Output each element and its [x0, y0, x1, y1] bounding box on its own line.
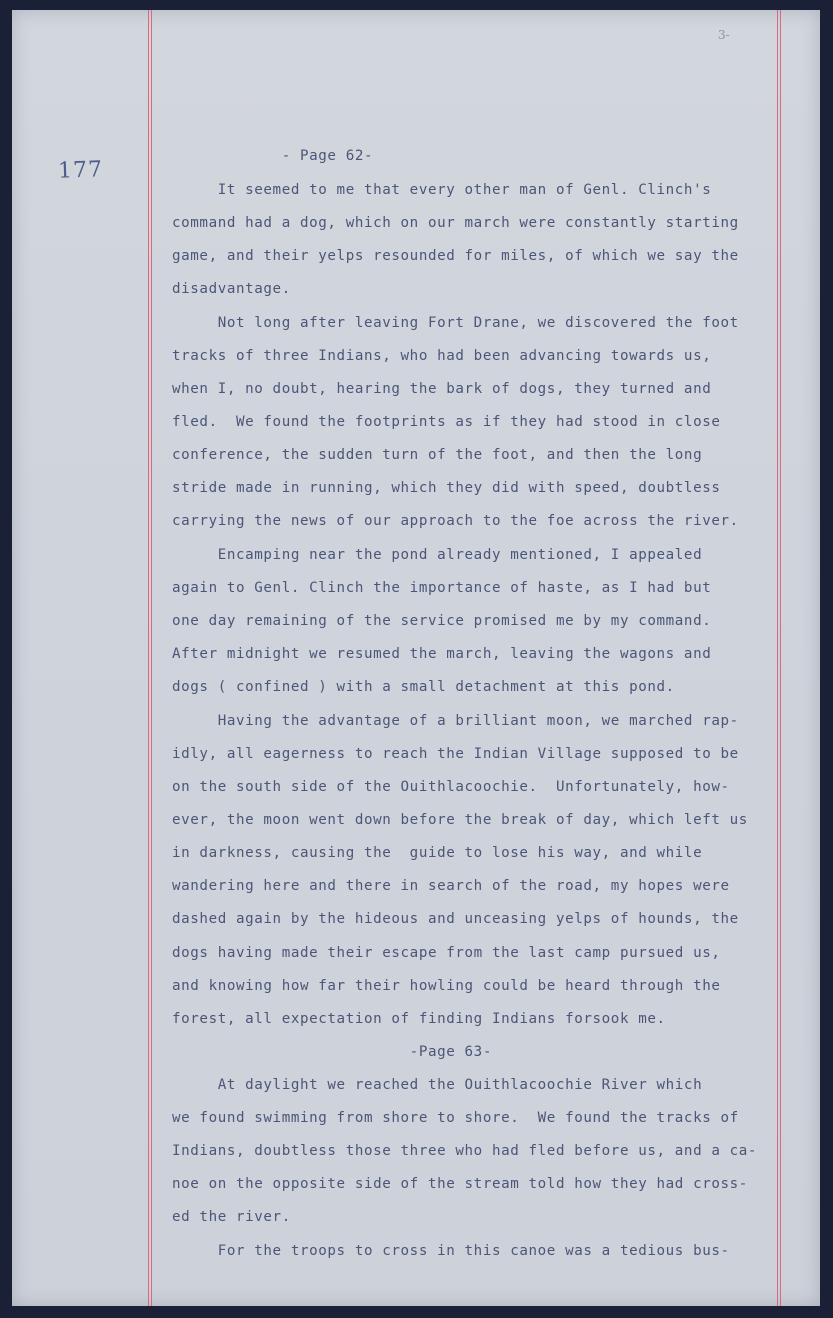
right-margin-rule-double	[780, 10, 781, 1306]
text-line: carrying the news of our approach to the foe across the river.	[172, 513, 739, 529]
text-line: forest, all expectation of finding Indians forsook me.	[172, 1011, 666, 1027]
text-line: stride made in running, which they did with speed, doubtless	[172, 480, 721, 496]
text-line: we found swimming from shore to shore. We found the tracks of	[172, 1110, 739, 1126]
text-line: fled. We found the footprints as if they had stood in close	[172, 414, 721, 430]
handwritten-folio-number: 177	[57, 157, 104, 184]
text-line: At daylight we reached the Ouithlacoochie River which	[172, 1077, 703, 1093]
text-line: idly, all eagerness to reach the Indian Village supposed to be	[172, 746, 739, 762]
right-margin-rule	[777, 10, 778, 1306]
text-line: - Page 62-	[172, 148, 374, 164]
text-line: Indians, doubtless those three who had fled before us, and a ca-	[172, 1143, 758, 1159]
text-line: conference, the sudden turn of the foot, and then the long	[172, 447, 703, 463]
text-line: ever, the moon went down before the break of day, which left us	[172, 812, 748, 828]
text-line: Having the advantage of a brilliant moon, we marched rap-	[172, 713, 739, 729]
text-line: dogs having made their escape from the last camp pursued us,	[172, 945, 721, 961]
text-line: Not long after leaving Fort Drane, we discovered the foot	[172, 315, 739, 331]
text-line: in darkness, causing the guide to lose his way, and while	[172, 845, 703, 861]
text-line: Encamping near the pond already mentioned, I appealed	[172, 547, 703, 563]
typescript-page	[12, 10, 820, 1306]
text-line: disadvantage.	[172, 281, 291, 297]
text-line: ed the river.	[172, 1209, 291, 1225]
text-line: and knowing how far their howling could be heard through the	[172, 978, 721, 994]
text-line: -Page 63-	[172, 1044, 492, 1060]
text-line: dashed again by the hideous and unceasing yelps of hounds, the	[172, 911, 739, 927]
text-line: dogs ( confined ) with a small detachment at this pond.	[172, 679, 675, 695]
text-line: command had a dog, which on our march were constantly starting	[172, 215, 739, 231]
text-line: tracks of three Indians, who had been advancing towards us,	[172, 348, 712, 364]
text-line: on the south side of the Ouithlacoochie. Unfortunately, how-	[172, 779, 730, 795]
text-line: After midnight we resumed the march, leaving the wagons and	[172, 646, 712, 662]
text-line: when I, no doubt, hearing the bark of dogs, they turned and	[172, 381, 712, 397]
text-line: It seemed to me that every other man of Genl. Clinch's	[172, 182, 712, 198]
left-margin-rule-double	[151, 10, 152, 1306]
text-line: noe on the opposite side of the stream told how they had cross-	[172, 1176, 748, 1192]
text-line: one day remaining of the service promised me by my command.	[172, 613, 712, 629]
text-line: again to Genl. Clinch the importance of haste, as I had but	[172, 580, 712, 596]
text-line: For the troops to cross in this canoe was a tedious bus-	[172, 1243, 730, 1259]
corner-pencil-mark: 3-	[718, 28, 730, 42]
left-margin-rule	[148, 10, 149, 1306]
text-line: game, and their yelps resounded for miles, of which we say the	[172, 248, 739, 264]
text-line: wandering here and there in search of the road, my hopes were	[172, 878, 730, 894]
